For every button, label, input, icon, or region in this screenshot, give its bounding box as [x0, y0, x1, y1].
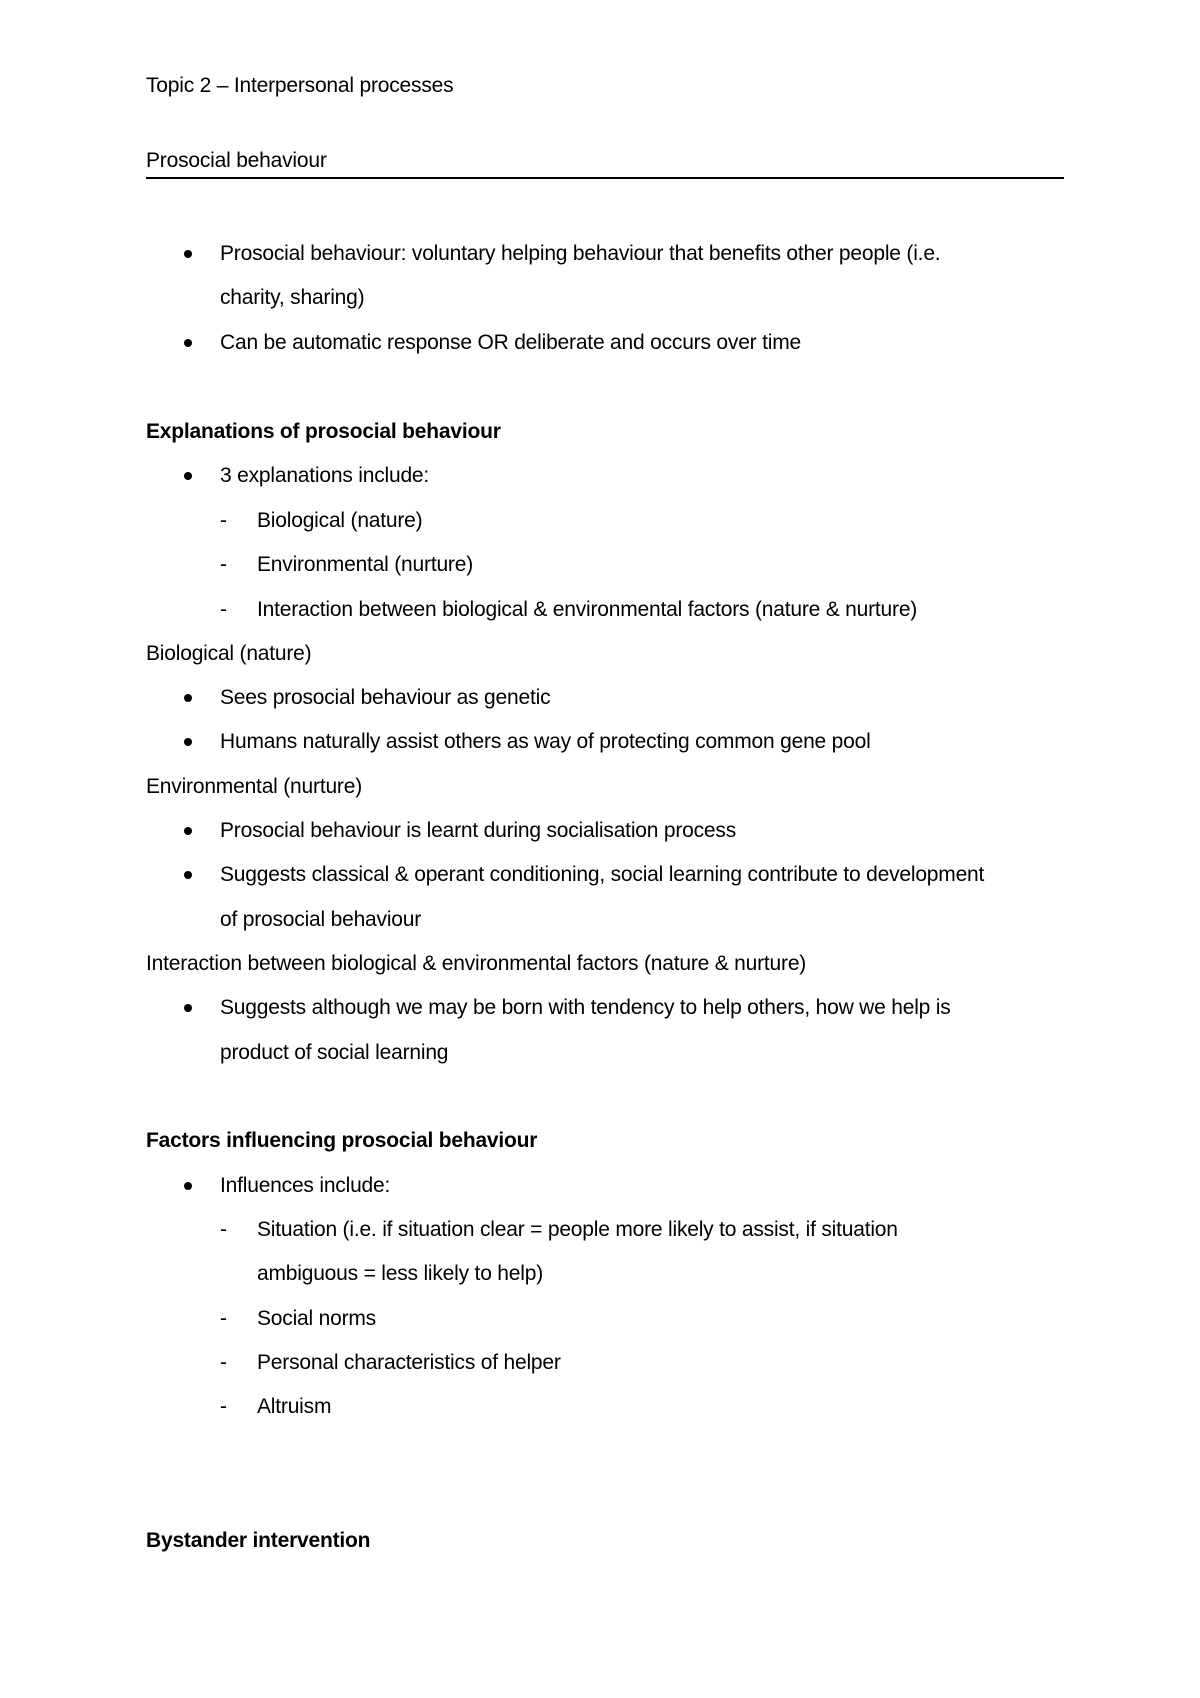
bullet-dot	[184, 250, 192, 258]
environmental-bullet-2-cont: of prosocial behaviour	[220, 908, 422, 931]
heading-explanations: Explanations of prosocial behaviour	[146, 420, 501, 443]
factors-bullet: Influences include:	[220, 1174, 391, 1197]
bullet-dot	[184, 472, 192, 480]
intro-bullet-1-cont: charity, sharing)	[220, 286, 365, 309]
bullet-dot	[184, 1004, 192, 1012]
factor-item-3: Personal characteristics of helper	[257, 1351, 561, 1374]
dash-marker: -	[220, 553, 227, 576]
explanations-bullet: 3 explanations include:	[220, 464, 430, 487]
dash-marker: -	[220, 598, 227, 621]
heading-environmental: Environmental (nurture)	[146, 775, 362, 798]
interaction-bullet-cont: product of social learning	[220, 1041, 449, 1064]
explanation-item-2: Environmental (nurture)	[257, 553, 473, 576]
dash-marker: -	[220, 1395, 227, 1418]
biological-bullet-1: Sees prosocial behaviour as genetic	[220, 686, 551, 709]
heading-biological: Biological (nature)	[146, 642, 312, 665]
section-divider	[146, 177, 1064, 179]
bullet-dot	[184, 694, 192, 702]
explanation-item-1: Biological (nature)	[257, 509, 423, 532]
document-title: Topic 2 – Interpersonal processes	[146, 74, 454, 97]
factor-item-1-cont: ambiguous = less likely to help)	[257, 1262, 544, 1285]
bullet-dot	[184, 339, 192, 347]
environmental-bullet-2: Suggests classical & operant conditioning, social learning contribute to development	[220, 863, 985, 886]
intro-bullet-1: Prosocial behaviour: voluntary helping behaviour that benefits other people (i.e.	[220, 242, 941, 265]
dash-marker: -	[220, 1351, 227, 1374]
heading-factors: Factors influencing prosocial behaviour	[146, 1129, 538, 1152]
factor-item-2: Social norms	[257, 1307, 376, 1330]
intro-bullet-2: Can be automatic response OR deliberate and occurs over time	[220, 331, 801, 354]
bullet-dot	[184, 738, 192, 746]
explanation-item-3: Interaction between biological & environmental factors (nature & nurture)	[257, 598, 918, 621]
environmental-bullet-1: Prosocial behaviour is learnt during socialisation process	[220, 819, 737, 842]
factor-item-4: Altruism	[257, 1395, 332, 1418]
interaction-bullet: Suggests although we may be born with tendency to help others, how we help is	[220, 996, 951, 1019]
bullet-dot	[184, 827, 192, 835]
dash-marker: -	[220, 1218, 227, 1241]
dash-marker: -	[220, 509, 227, 532]
bullet-dot	[184, 1182, 192, 1190]
section-heading-prosocial: Prosocial behaviour	[146, 149, 327, 172]
factor-item-1: Situation (i.e. if situation clear = people more likely to assist, if situation	[257, 1218, 898, 1241]
bullet-dot	[184, 871, 192, 879]
biological-bullet-2: Humans naturally assist others as way of protecting common gene pool	[220, 730, 871, 753]
heading-interaction: Interaction between biological & environmental factors (nature & nurture)	[146, 952, 807, 975]
heading-bystander: Bystander intervention	[146, 1529, 371, 1552]
dash-marker: -	[220, 1307, 227, 1330]
